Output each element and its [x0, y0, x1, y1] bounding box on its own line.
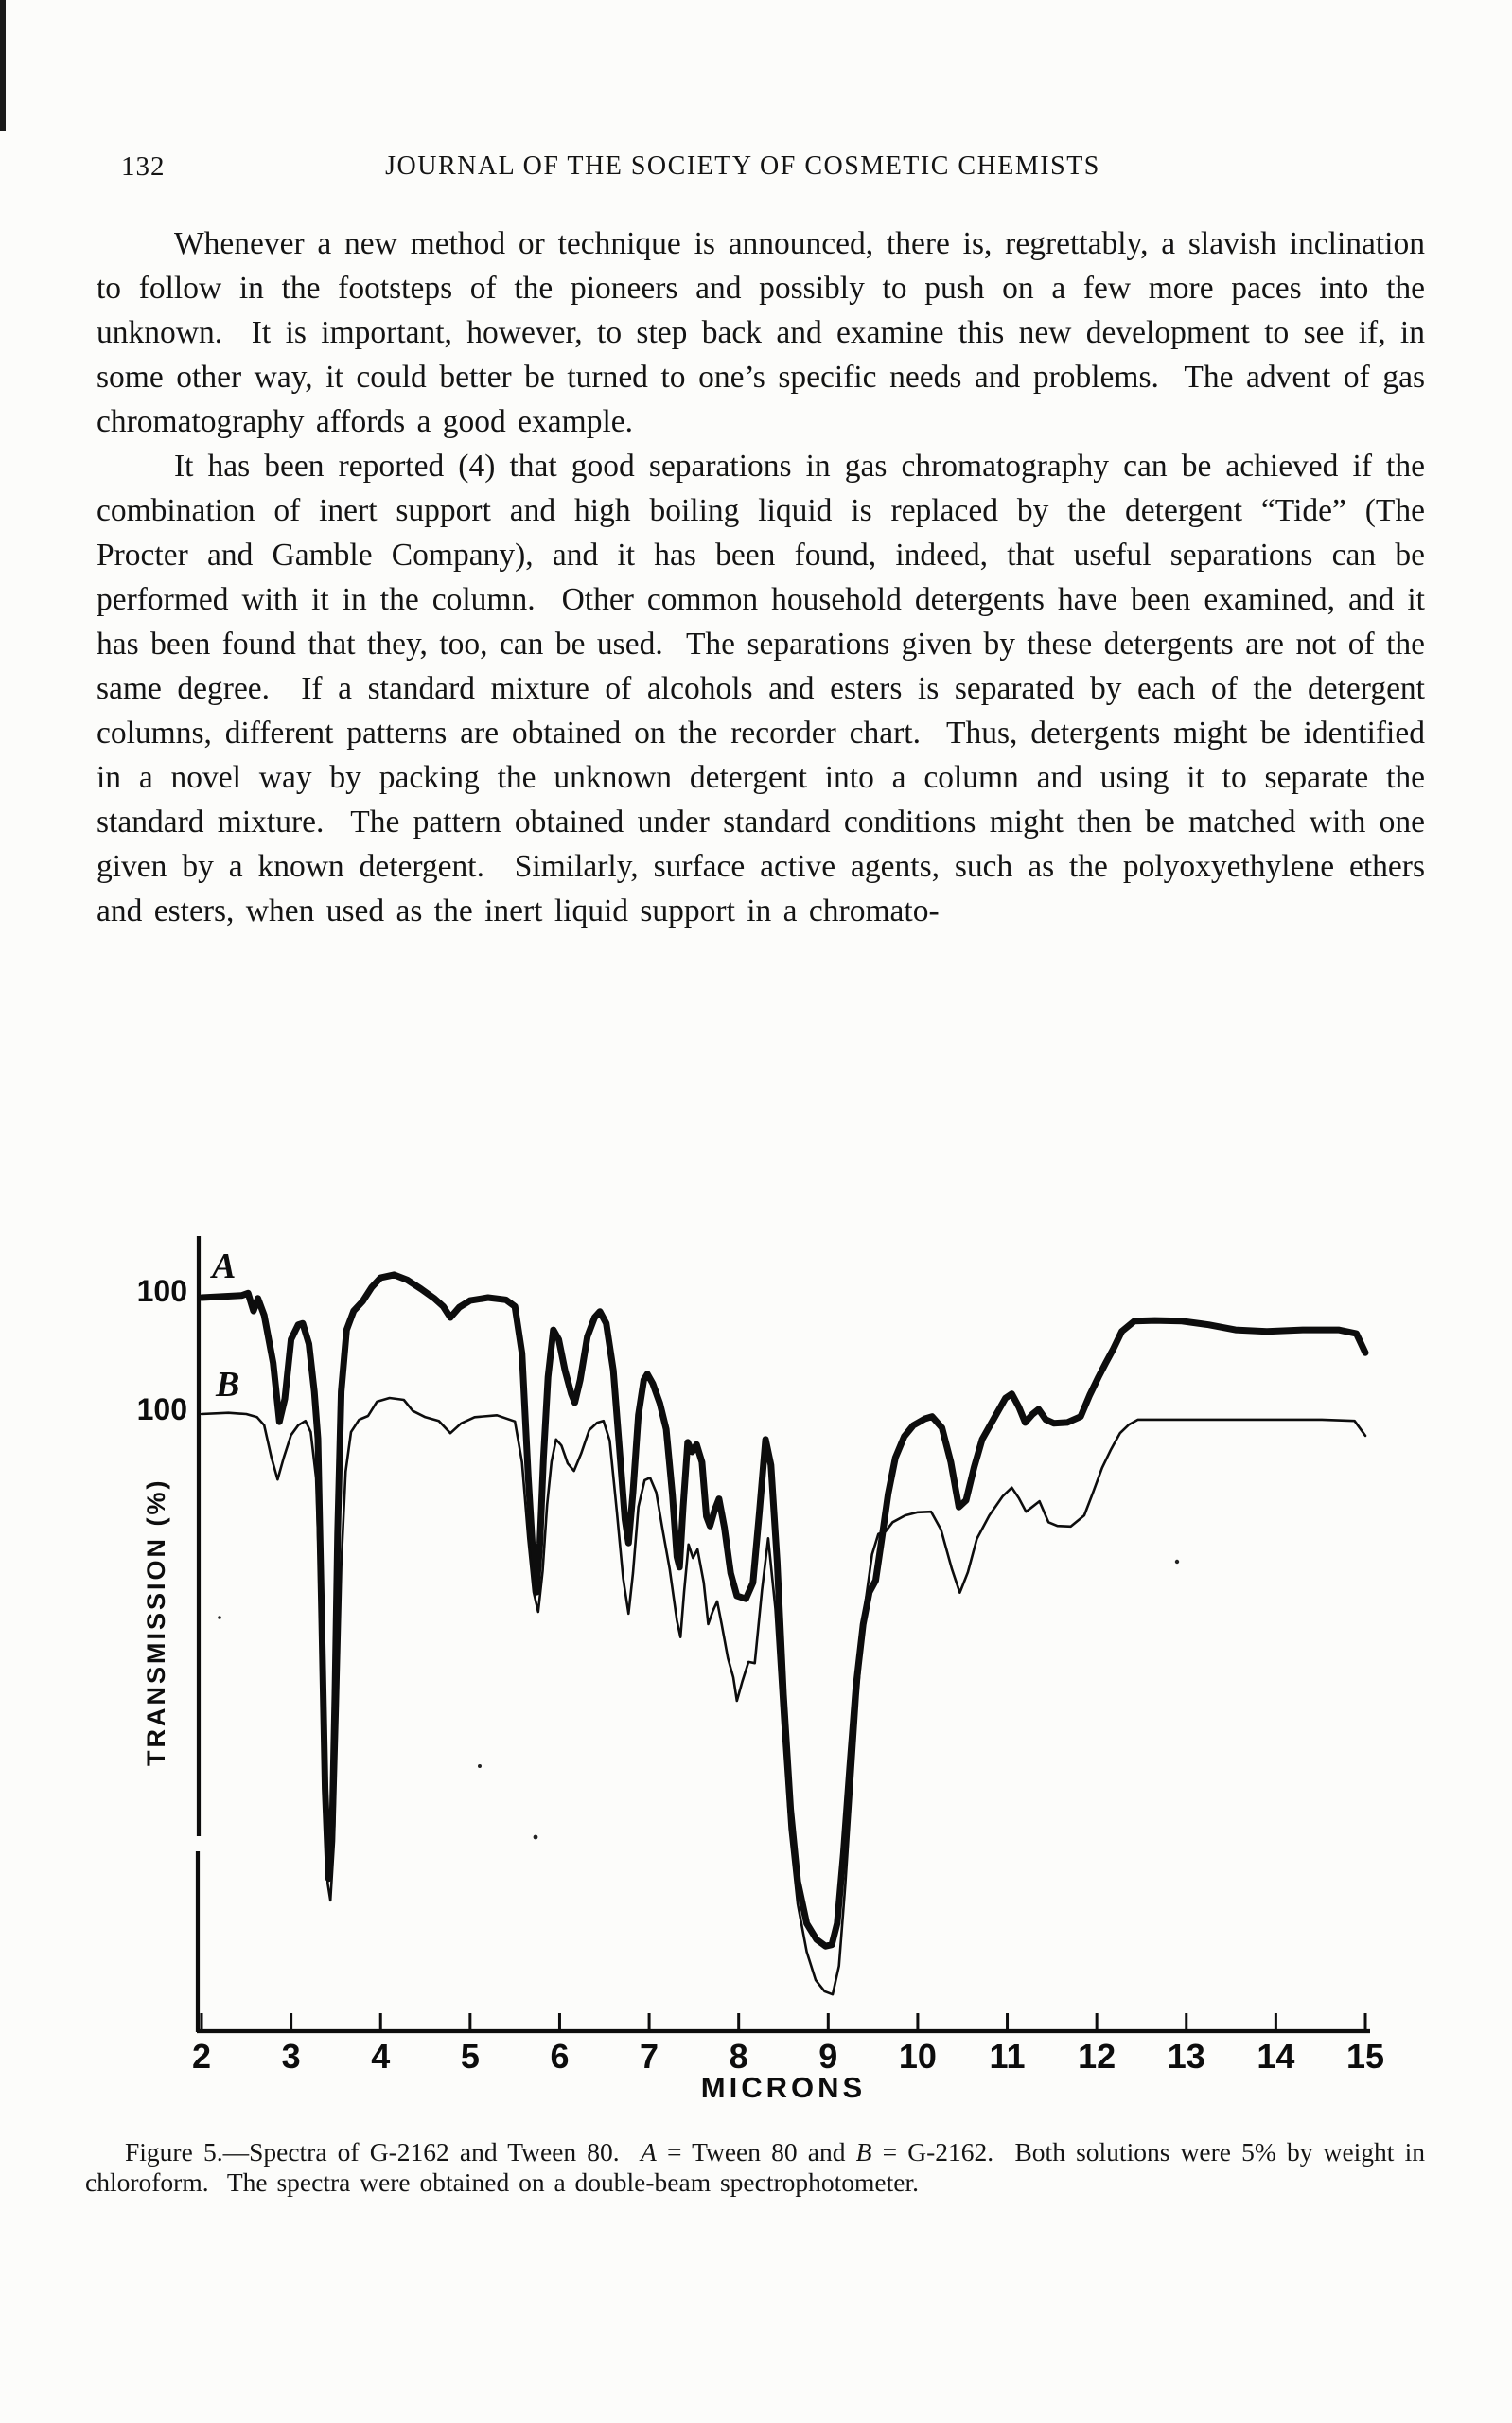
x-tick-label-7: 7 [640, 2037, 659, 2076]
y-axis-title: TRANSMISSION (%) [142, 1477, 170, 1766]
caption-italic-segment: A [640, 2137, 657, 2167]
x-tick-label-4: 4 [371, 2037, 391, 2076]
spectra-curves [202, 1275, 1365, 1994]
y-axis-100-label-curve-a: 100 [136, 1274, 187, 1308]
x-tick-label-9: 9 [818, 2037, 838, 2076]
figure-caption [85, 2137, 1434, 2197]
caption-segment: = Tween 80 and [656, 2137, 856, 2167]
x-tick-label-3: 3 [281, 2037, 301, 2076]
figure-5-chart [85, 1212, 1448, 2111]
x-tick-label-6: 6 [550, 2037, 570, 2076]
curve-b-label: B [216, 1365, 240, 1405]
body-text [97, 221, 1437, 933]
x-tick-label-2: 2 [191, 2037, 212, 2076]
x-axis-title: MICRONS [700, 2071, 867, 2104]
spectrum-curve-a [202, 1275, 1365, 1946]
scan-edge-artifact [0, 0, 6, 131]
x-axis-ticks [202, 2013, 1365, 2031]
scan-specks [218, 1560, 1179, 1840]
x-tick-label-14: 14 [1257, 2037, 1295, 2076]
y-axis-100-label-curve-b: 100 [136, 1392, 187, 1426]
journal-header: JOURNAL OF THE SOCIETY OF COSMETIC CHEMISTS [385, 151, 1100, 181]
spectra-plot [85, 1212, 1448, 2111]
x-tick-label-5: 5 [460, 2037, 480, 2076]
x-tick-label-11: 11 [989, 2037, 1026, 2076]
paragraph-1: Whenever a new method or technique is announced, there is, regrettably, a slavish inclination to follow in the footsteps of the pioneers and possibly to push on a few more paces into the unknown. It is important, however, to step back and examine this new development to see if, in some other way, it could better be turned to one’s specific needs and problems. The advent of gas chromatography affords a good example. [97, 226, 1437, 439]
page-number: 132 [121, 151, 166, 182]
curve-a-label: A [212, 1247, 237, 1286]
caption-italic-segment: B [855, 2137, 872, 2167]
caption-segment: Figure 5.—Spectra of G-2162 and Tween 80. [125, 2137, 641, 2167]
x-tick-label-13: 13 [1167, 2037, 1205, 2076]
x-tick-label-10: 10 [898, 2037, 937, 2076]
x-tick-label-8: 8 [729, 2037, 748, 2076]
paragraph-2: It has been reported (4) that good separations in gas chromatography can be achieved if the combination of inert support and high boiling liquid is replaced by the detergent “Tide” (The Procter and Gamble Company), and it has been found, indeed, that useful separations can be performed with it in the column. Other common household detergents have been examined, and it has been found that they, too, can be used. The separations given by these detergents are not of the same degree. If a standard mixture of alcohols and esters is separated by each of the detergent columns, different patterns are obtained on the recorder chart. Thus, detergents might be identified in a novel way by packing the unknown detergent into a column and using it to separate the standard mixture. The pattern obtained under standard conditions might then be matched with one given by a known detergent. Similarly, surface active agents, such as the polyoxyethylene ethers and esters, when used as the inert liquid support in a chromato- [97, 449, 1437, 929]
x-tick-label-15: 15 [1345, 2037, 1384, 2076]
caption-segment: = G-2162. Both solutions were 5% by weight in chloroform. The spectra were obtained on a double-beam spectrophotometer. [85, 2137, 1434, 2197]
x-tick-label-12: 12 [1078, 2037, 1116, 2076]
